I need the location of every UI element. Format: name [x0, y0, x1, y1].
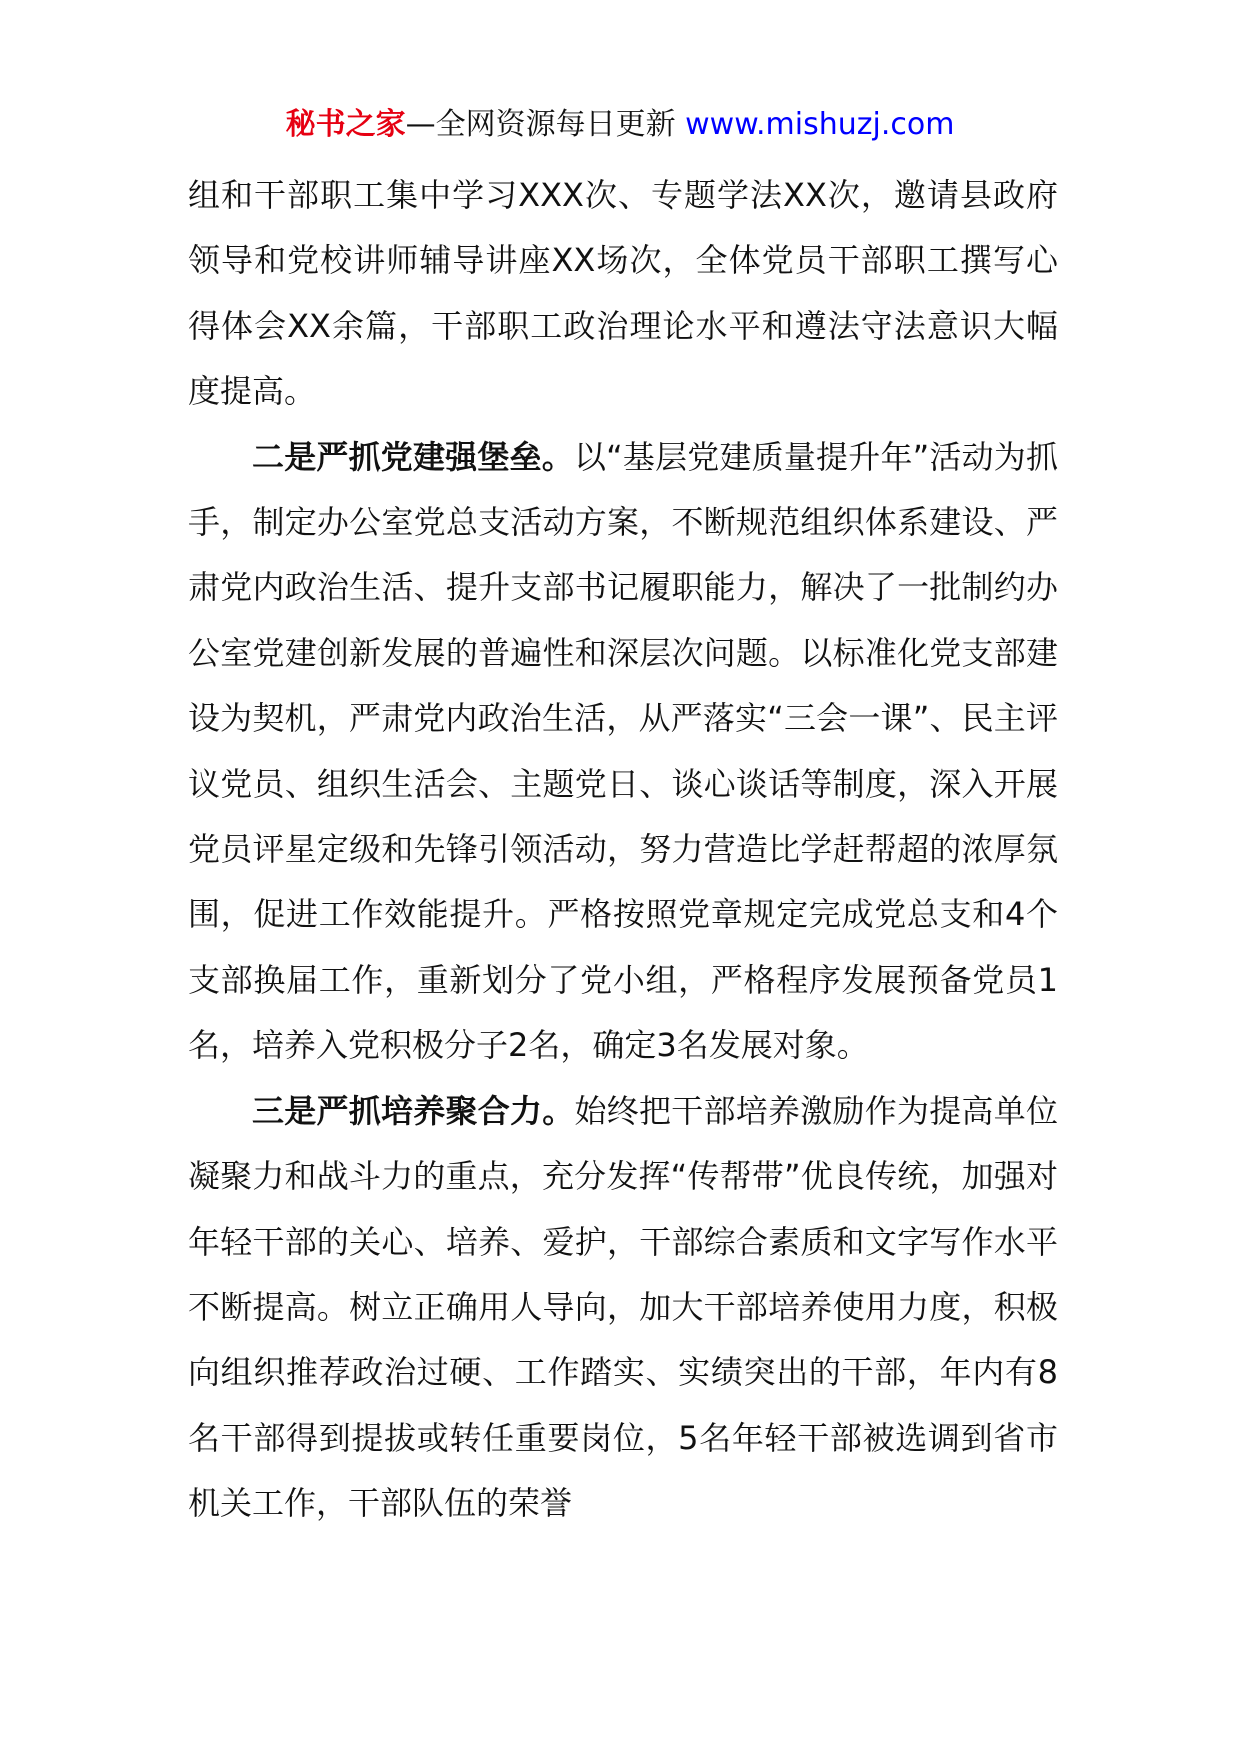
- document-body: [188, 163, 1058, 1537]
- paragraph-continuation: [188, 163, 1058, 425]
- paragraph-cadre-training: [188, 1079, 1058, 1537]
- page-header: [0, 98, 1240, 152]
- paragraph-party-building: [188, 425, 1058, 1079]
- paragraph-text: 始终把干部培养激励作为提高单位凝聚力和战斗力的重点，充分发挥“传帮带”优良传统，加强对年轻干部的关心、培养、爱护，干部综合素质和文字写作水平不断提高。树立正确用人导向，加大干部培养使用力度，积极向组织推荐政治过硬、工作踏实、实绩突出的干部，年内有8名干部得到提拔或转任重要岗位，5名年轻干部被选调到省市机关工作，干部队伍的荣誉: [188, 1091, 1058, 1523]
- header-tagline: —全网资源每日更新: [405, 107, 676, 142]
- paragraph-text: 组和干部职工集中学习XXX次、专题学法XX次，邀请县政府领导和党校讲师辅导讲座XX场次，全体党员干部职工撰写心得体会XX余篇，干部职工政治理论水平和遵法守法意识大幅度提高。: [188, 176, 1058, 411]
- brand-name: 秘书之家: [285, 107, 406, 142]
- paragraph-text: 以“基层党建质量提升年”活动为抓手，制定办公室党总支活动方案，不断规范组织体系建设、严肃党内政治生活、提升支部书记履职能力，解决了一批制约办公室党建创新发展的普遍性和深层次问题。以标准化党支部建设为契机，严肃党内政治生活，从严落实“三会一课”、民主评议党员、组织生活会、主题党日、谈心谈话等制度，深入开展党员评星定级和先锋引领活动，努力营造比学赶帮超的浓厚氛围，促进工作效能提升。严格按照党章规定完成党总支和4个支部换届工作，重新划分了党小组，严格程序发展预备党员1名，培养入党积极分子2名，确定3名发展对象。: [188, 437, 1058, 1065]
- paragraph-lead: 二是严抓党建强堡垒。: [252, 437, 574, 476]
- paragraph-lead: 三是严抓培养聚合力。: [252, 1091, 575, 1130]
- website-url[interactable]: www.mishuzj.com: [685, 107, 955, 142]
